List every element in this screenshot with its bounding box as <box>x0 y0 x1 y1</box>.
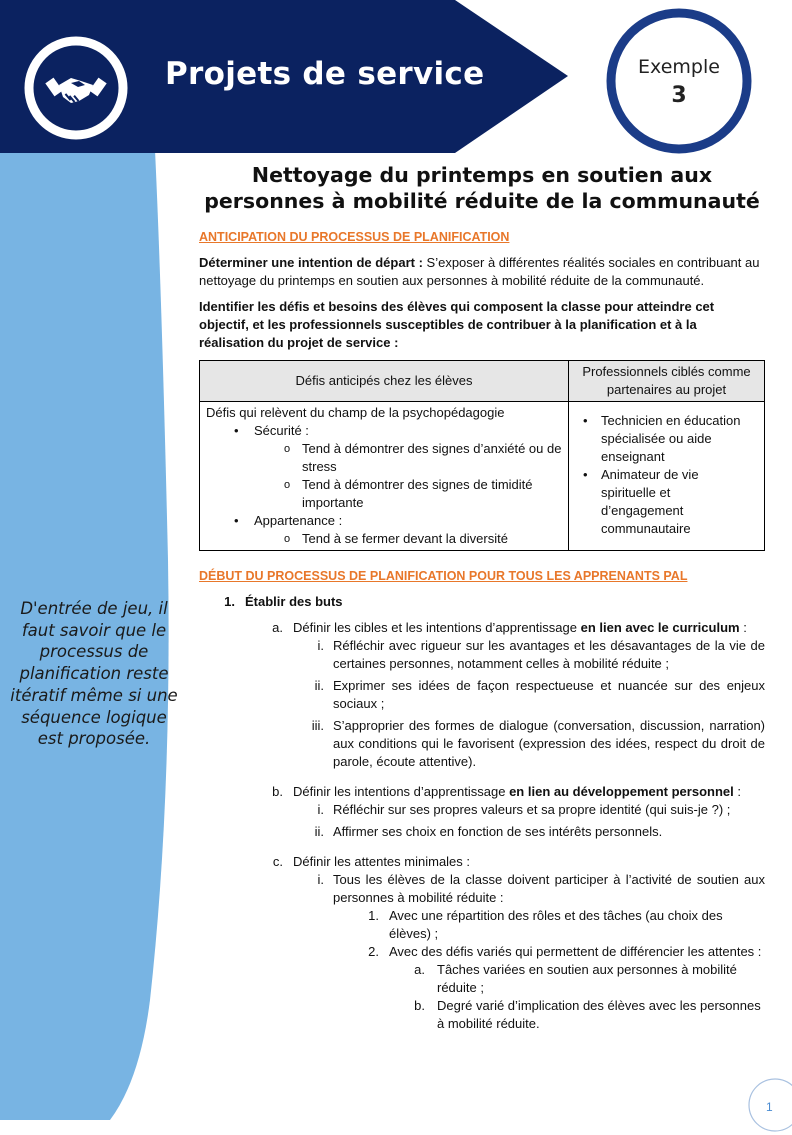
table-header-row <box>200 361 765 402</box>
handshake-icon <box>23 35 129 141</box>
list-item <box>199 677 765 713</box>
list-item: • Technicien en éducation spécialisée ou aide enseignant <box>575 412 754 466</box>
list-marker: a. <box>272 620 283 635</box>
list-marker: i. <box>317 638 324 653</box>
item-text: Avec des défis variés qui permettent de différencier les attentes : <box>389 944 762 959</box>
goal-c <box>199 853 765 871</box>
challenges-intro: Défis qui relèvent du champ de la psychopédagogie <box>206 405 505 420</box>
challenges-table <box>199 360 765 551</box>
list-marker: ii. <box>314 824 324 839</box>
item-text: Degré varié d’implication des élèves avec les personnes à mobilité réduite. <box>437 998 761 1031</box>
list-marker: 2. <box>368 944 379 959</box>
list-marker: c. <box>272 854 283 869</box>
section-heading-anticipation: ANTICIPATION DU PROCESSUS DE PLANIFICATION <box>199 230 510 244</box>
professionals-list <box>575 412 754 538</box>
goal-tail: : <box>739 620 747 635</box>
item-text: Réfléchir avec rigueur sur les avantages et les désavantages de la vie de certaines personnes, notamment celles à mobilité réduite ; <box>333 638 765 671</box>
list-marker: i. <box>317 802 324 817</box>
list-marker: a. <box>414 962 425 977</box>
intention-text: S’exposer à différentes réalités sociales en contribuant au nettoyage du printemps en soutien aux personnes à mobilité réduite de la communauté. <box>199 255 760 288</box>
list-item: o Tend à se fermer devant la diversité <box>206 530 562 548</box>
challenges-cell <box>200 402 569 551</box>
banner-title: Projets de service <box>165 56 485 92</box>
sub-list <box>206 530 562 548</box>
goal-text: Définir les attentes minimales : <box>293 854 471 869</box>
goal-b <box>199 783 765 801</box>
list-marker: ii. <box>314 678 324 693</box>
list-item: o Tend à démontrer des signes d’anxiété ou de stress <box>206 440 562 476</box>
challenge-category: Sécurité : <box>254 423 309 438</box>
section-heading-planning: DÉBUT DU PROCESSUS DE PLANIFICATION POUR TOUS LES APPRENANTS PAL <box>199 569 688 583</box>
table-header-challenges: Défis anticipés chez les élèves <box>200 361 569 402</box>
professionals-cell <box>569 402 765 551</box>
goal-emphasis: en lien au développement personnel <box>509 784 734 799</box>
list-item <box>199 823 765 841</box>
item-text: Tous les élèves de la classe doivent participer à l’activité de soutien aux personnes à mobilité réduite : <box>333 872 765 905</box>
document-content <box>199 160 765 1033</box>
list-marker: b. <box>414 998 425 1013</box>
example-label: Exemple <box>638 56 720 78</box>
item-text: S’approprier des formes de dialogue (conversation, discussion, narration) aux conditions qui le favorisent (expression des idées, respect du droit de parole, écoute attentive). <box>333 718 765 769</box>
item-text: Tâches variées en soutien aux personnes à mobilité réduite ; <box>437 962 737 995</box>
page-number: 1 <box>766 1100 773 1114</box>
table-row <box>200 402 765 551</box>
list-item <box>199 907 765 943</box>
list-item <box>199 943 765 961</box>
sub-list <box>206 440 562 512</box>
example-badge-ring <box>604 6 754 156</box>
list-marker: iii. <box>311 718 324 733</box>
item-text: Réfléchir sur ses propres valeurs et sa propre identité (qui suis-je ?) ; <box>333 802 731 817</box>
list-marker: 1. <box>368 908 379 923</box>
intention-paragraph <box>199 254 765 290</box>
example-number: 3 <box>671 83 687 108</box>
goal-emphasis: en lien avec le curriculum <box>580 620 740 635</box>
document-title: Nettoyage du printemps en soutien aux personnes à mobilité réduite de la communauté <box>204 163 760 213</box>
list-item: • Animateur de vie spirituelle et d’engagement communautaire <box>575 466 754 538</box>
goal-text: Définir les cibles et les intentions d’apprentissage <box>293 620 581 635</box>
goal-text: Définir les intentions d’apprentissage <box>293 784 510 799</box>
list-item: o Tend à démontrer des signes de timidité importante <box>206 476 562 512</box>
list-item <box>206 422 562 512</box>
list-marker: 1. <box>224 594 235 609</box>
intention-label: Déterminer une intention de départ : <box>199 255 423 270</box>
list-item <box>199 961 765 997</box>
list-marker: i. <box>317 872 324 887</box>
identify-paragraph <box>199 298 765 352</box>
item-text: Affirmer ses choix en fonction de ses intérêts personnels. <box>333 824 663 839</box>
goal-a <box>199 619 765 637</box>
list-item <box>206 512 562 548</box>
identify-text: Identifier les défis et besoins des élèves qui composent la classe pour atteindre cet objectif, et les professionnels susceptibles de contribuer à la planification et à la réalisation du projet de service : <box>199 299 715 350</box>
list-item <box>199 871 765 907</box>
table-header-professionals: Professionnels ciblés comme partenaires au projet <box>569 361 765 402</box>
list-marker: b. <box>272 784 283 799</box>
challenge-category: Appartenance : <box>254 513 343 528</box>
goal-tail: : <box>733 784 741 799</box>
list-item <box>199 637 765 673</box>
item-text: Exprimer ses idées de façon respectueuse et nuancée sur des enjeux sociaux ; <box>333 678 765 711</box>
list-item <box>199 717 765 771</box>
item-text: Avec une répartition des rôles et des tâches (au choix des élèves) ; <box>389 908 723 941</box>
challenges-list <box>206 422 562 548</box>
step-1 <box>199 593 765 611</box>
list-item <box>199 801 765 819</box>
sidebar-note: D'entrée de jeu, il faut savoir que le processus de planification reste itératif même si une séquence logique est proposée. <box>10 599 178 749</box>
list-item <box>199 997 765 1033</box>
step-label: Établir des buts <box>245 594 343 609</box>
